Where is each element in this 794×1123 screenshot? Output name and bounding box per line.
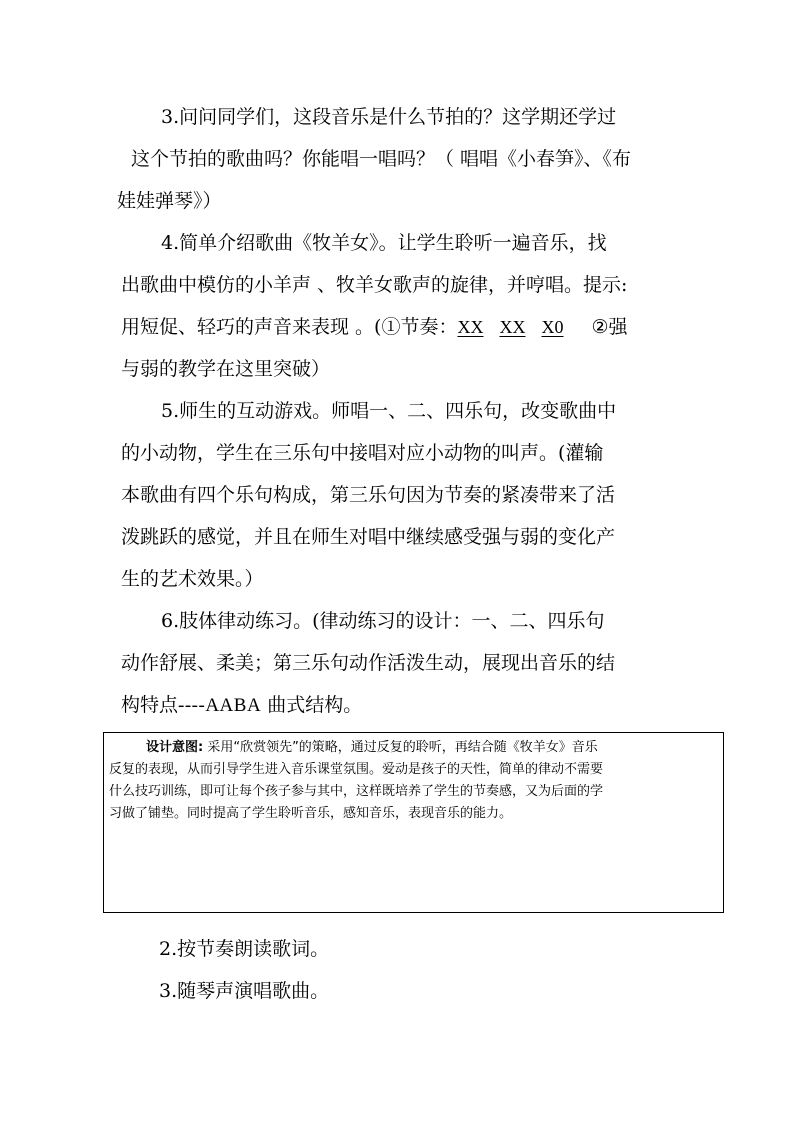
step6-line3-latin: ----AABA — [178, 695, 262, 716]
step6-line3 — [121, 693, 362, 718]
rhythm-notation-1: XX — [457, 317, 484, 337]
part2-item2: 2.按节奏朗读歌词。 — [159, 938, 330, 960]
rhythm-notation-3: X0 — [541, 317, 564, 337]
step6-line3-prefix: 构特点 — [121, 694, 179, 716]
step3-line1: 3.问问同学们，这段音乐是什么节拍的？这学期还学过 — [161, 106, 617, 128]
step5-line1: 5.师生的互动游戏。师唱一、二、四乐句，改变歌曲中 — [161, 400, 617, 422]
design-intent-line4: 习做了铺垫。同时提高了学生聆听音乐，感知音乐，表现音乐的能力。 — [109, 806, 513, 821]
step3-line2: 这个节拍的歌曲吗？你能唱一唱吗？（ 唱唱《小春笋》、《布 — [131, 148, 632, 170]
step5-line4: 泼跳跃的感觉，并且在师生对唱中继续感受强与弱的变化产 — [121, 526, 616, 548]
step4-line3-prefix: 用短促、轻巧的声音来表现 。(①节奏： — [121, 316, 458, 338]
design-intent-label: 设计意图: — [146, 740, 204, 755]
step4-line1: 4.简单介绍歌曲《牧羊女》。让学生聆听一遍音乐，找 — [161, 232, 607, 254]
design-intent-line2: 反复的表现，从而引导学生进入音乐课堂氛围。爱动是孩子的天性，简单的律动不需要 — [109, 762, 604, 777]
step4-line3-suffix: ②强 — [591, 316, 628, 338]
step3-line3: 娃娃弹琴》） — [117, 190, 222, 212]
design-intent-line1 — [146, 739, 598, 757]
step4-line2: 出歌曲中模仿的小羊声 、牧羊女歌声的旋律，并哼唱。提示: — [121, 274, 628, 296]
step4-line4: 与弱的教学在这里突破） — [121, 358, 331, 380]
design-intent-line3: 什么技巧训练，即可让每个孩子参与其中，这样既培养了学生的节奏感，又为后面的学 — [109, 784, 604, 799]
step5-line5: 生的艺术效果。） — [121, 568, 264, 590]
step5-line2: 的小动物，学生在三乐句中接唱对应小动物的叫声。(灌输 — [121, 442, 604, 464]
step4-line3 — [121, 315, 628, 339]
rhythm-notation-2: XX — [499, 317, 526, 337]
step6-line2: 动作舒展、柔美；第三乐句动作活泼生动，展现出音乐的结 — [121, 652, 616, 674]
step5-line3: 本歌曲有四个乐句构成，第三乐句因为节奏的紧凑带来了活 — [121, 484, 616, 506]
design-intent-box — [103, 732, 724, 913]
part2-item3: 3.随琴声演唱歌曲。 — [159, 980, 330, 1002]
step6-line3-suffix: 曲式结构。 — [261, 694, 363, 716]
step6-line1: 6.肢体律动练习。(律动练习的设计：一、二、四乐句 — [161, 610, 605, 632]
design-intent-line1-text: 采用“欣赏领先”的策略，通过反复的聆听，再结合随《牧羊女》音乐 — [203, 740, 598, 755]
